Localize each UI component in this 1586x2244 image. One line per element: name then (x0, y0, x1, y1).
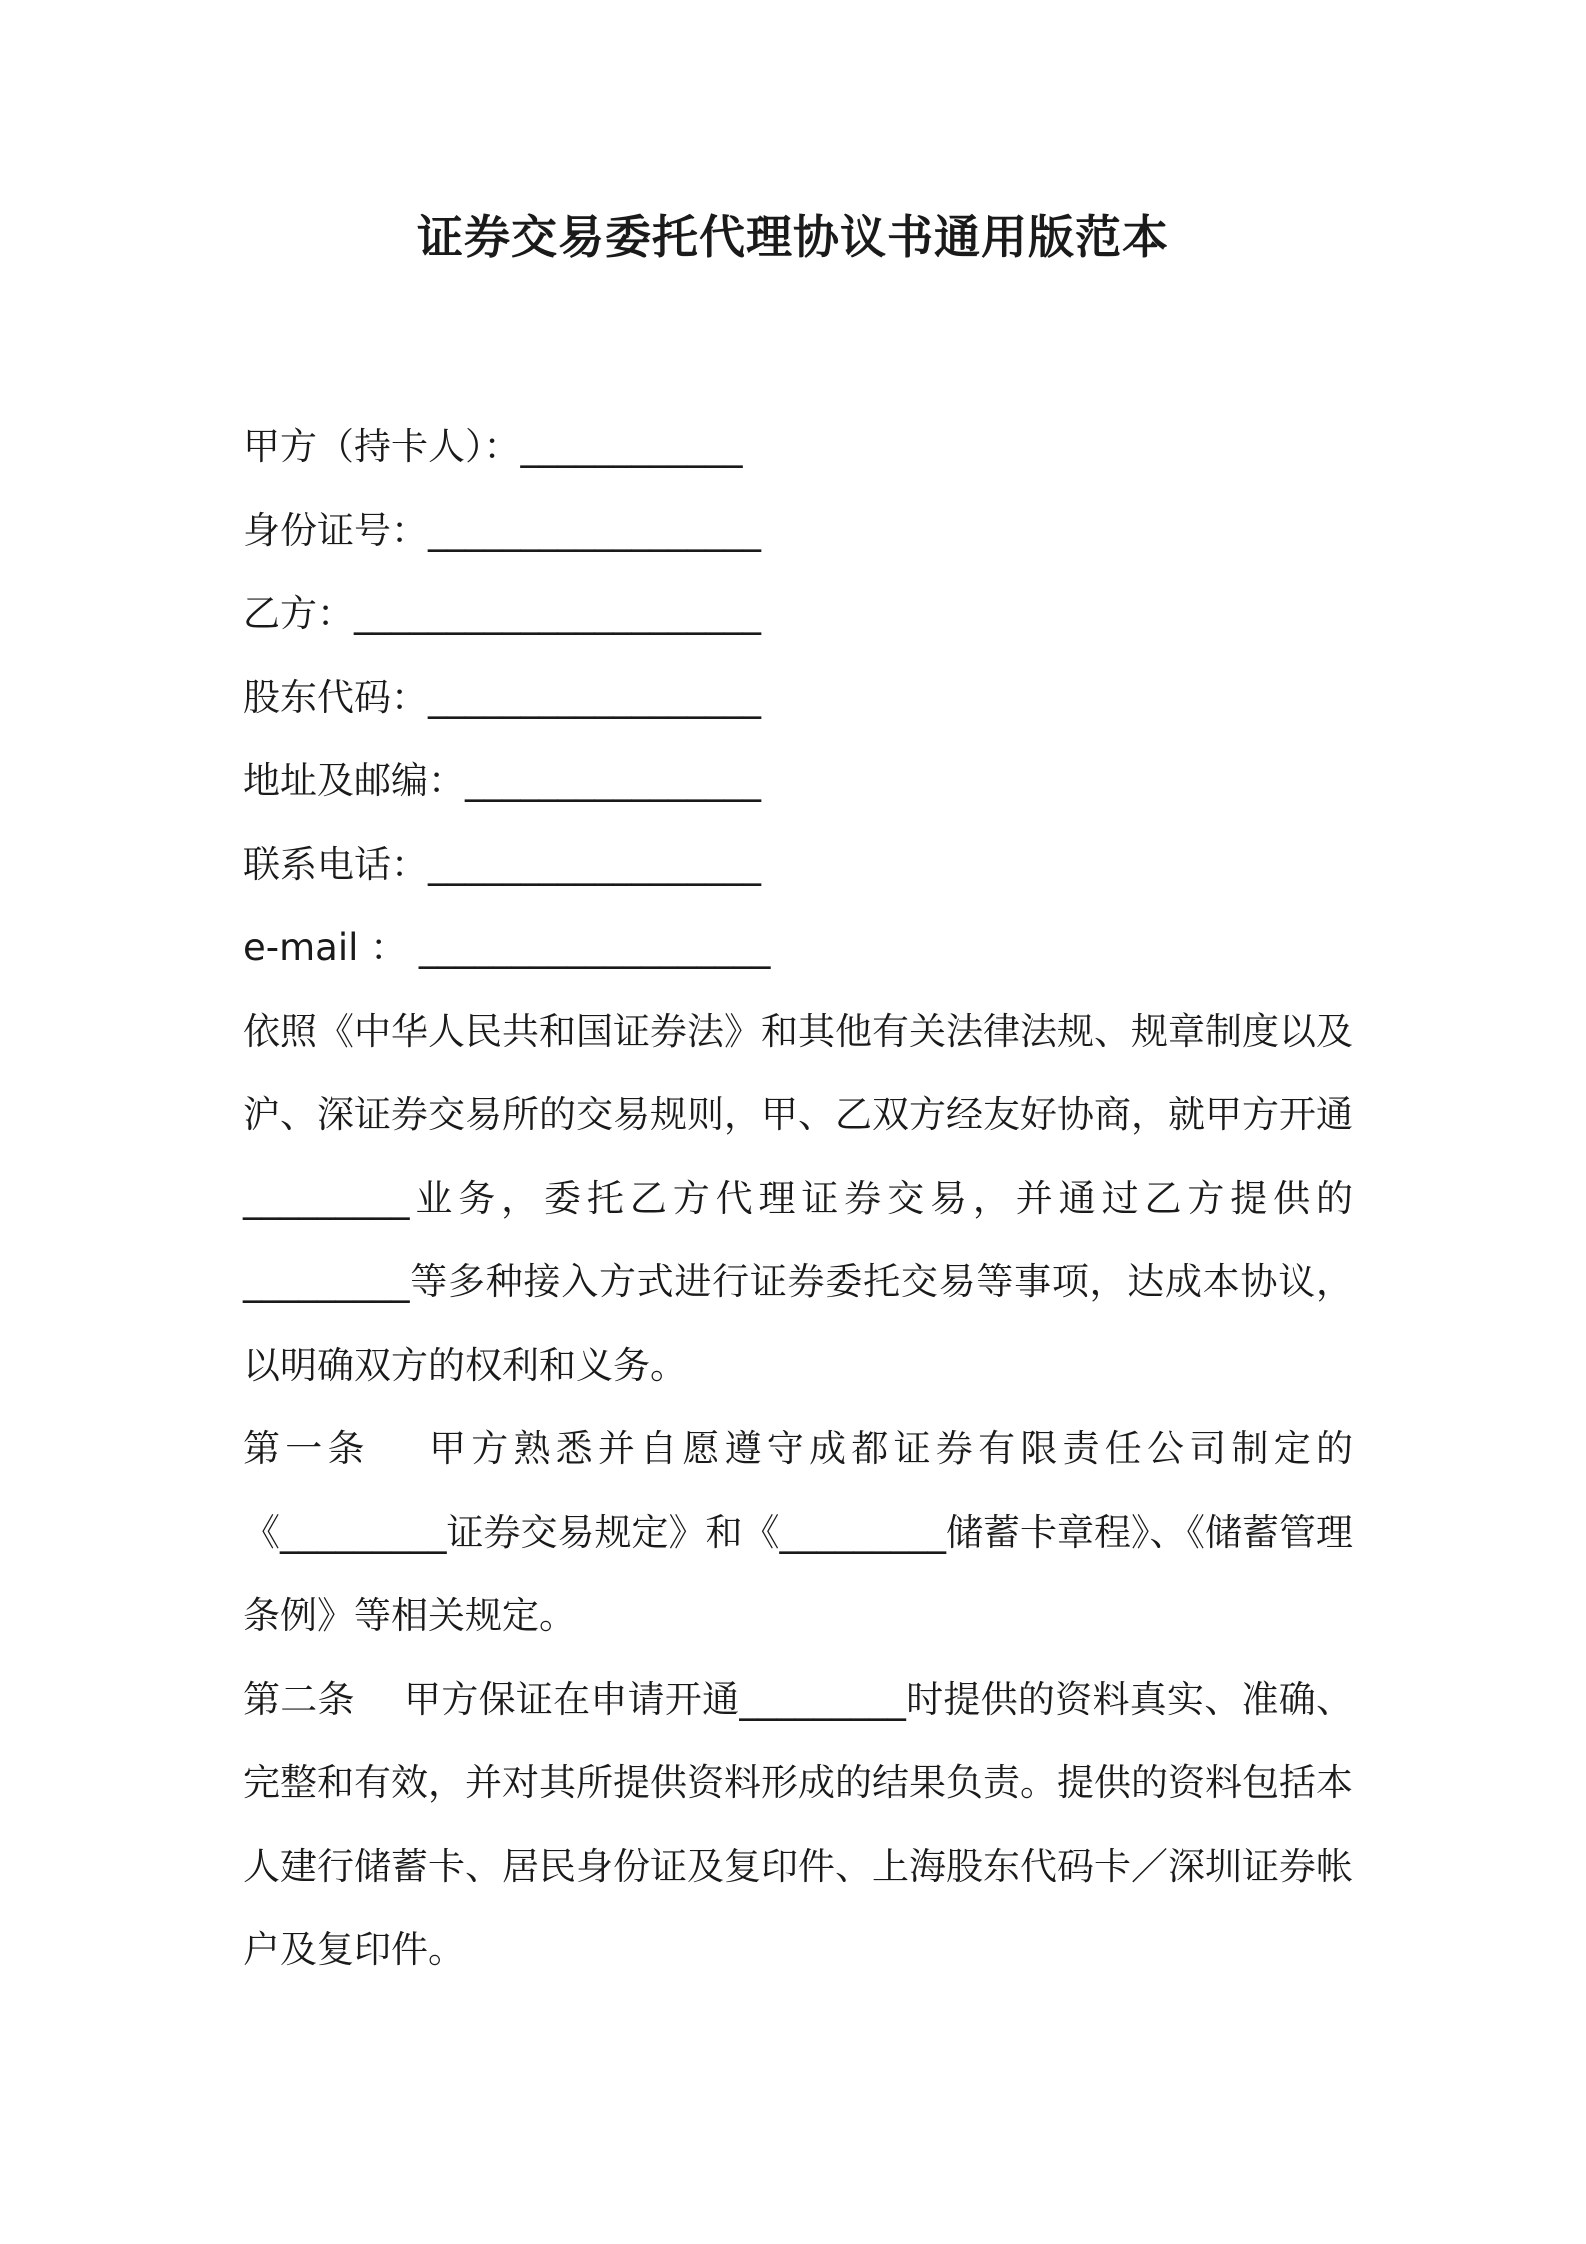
field-shareholder-code (243, 656, 1353, 740)
preamble-paragraph: 依照《中华人民共和国证券法》和其他有关法律法规、规章制度以及沪、深证券交易所的交易规则，甲、乙双方经友好协商，就甲方开通_________业务，委托乙方代理证券交易，并通过乙方提供的_________等多种接入方式进行证券委托交易等事项，达成本协议，以明确双方的权利和义务。 (243, 1009, 1353, 1387)
field-label: 甲方（持卡人）： (243, 425, 521, 468)
field-label: 乙方： (243, 592, 354, 635)
field-cardholder (243, 405, 1353, 489)
fill-in-blank: __________________ (428, 675, 761, 719)
fill-in-blank: __________________ (428, 508, 761, 552)
article-two-paragraph: 第二条 甲方保证在申请开通_________时提供的资料真实、准确、完整和有效，并对其所提供资料形成的结果负责。提供的资料包括本人建行储蓄卡、居民身份证及复印件、上海股东代码卡／深圳证券帐户及复印件。 (243, 1677, 1353, 1971)
field-label: e-mail ： (243, 926, 419, 969)
field-email (243, 906, 1353, 990)
fill-in-blank: ____________ (520, 425, 743, 468)
field-label: 联系电话： (243, 842, 428, 886)
fill-in-blank: __________________ (428, 842, 761, 886)
field-party-b (243, 572, 1353, 656)
fill-in-blank: ______________________ (354, 592, 761, 635)
fill-in-blank: ________________ (465, 759, 761, 802)
field-address-postcode (243, 739, 1353, 823)
document-body (243, 405, 1353, 1992)
field-id-number (243, 489, 1353, 573)
field-phone (243, 823, 1353, 907)
field-label: 身份证号： (243, 508, 428, 552)
article-one-paragraph: 第一条 甲方熟悉并自愿遵守成都证券有限责任公司制定的《_________证券交易规定》和《_________储蓄卡章程》、《储蓄管理条例》等相关规定。 (243, 1427, 1353, 1637)
field-label: 股东代码： (243, 675, 428, 719)
field-label: 地址及邮编： (243, 759, 465, 802)
fill-in-blank: ___________________ (418, 926, 771, 969)
document-title: 证券交易委托代理协议书通用版范本 (417, 210, 1169, 264)
